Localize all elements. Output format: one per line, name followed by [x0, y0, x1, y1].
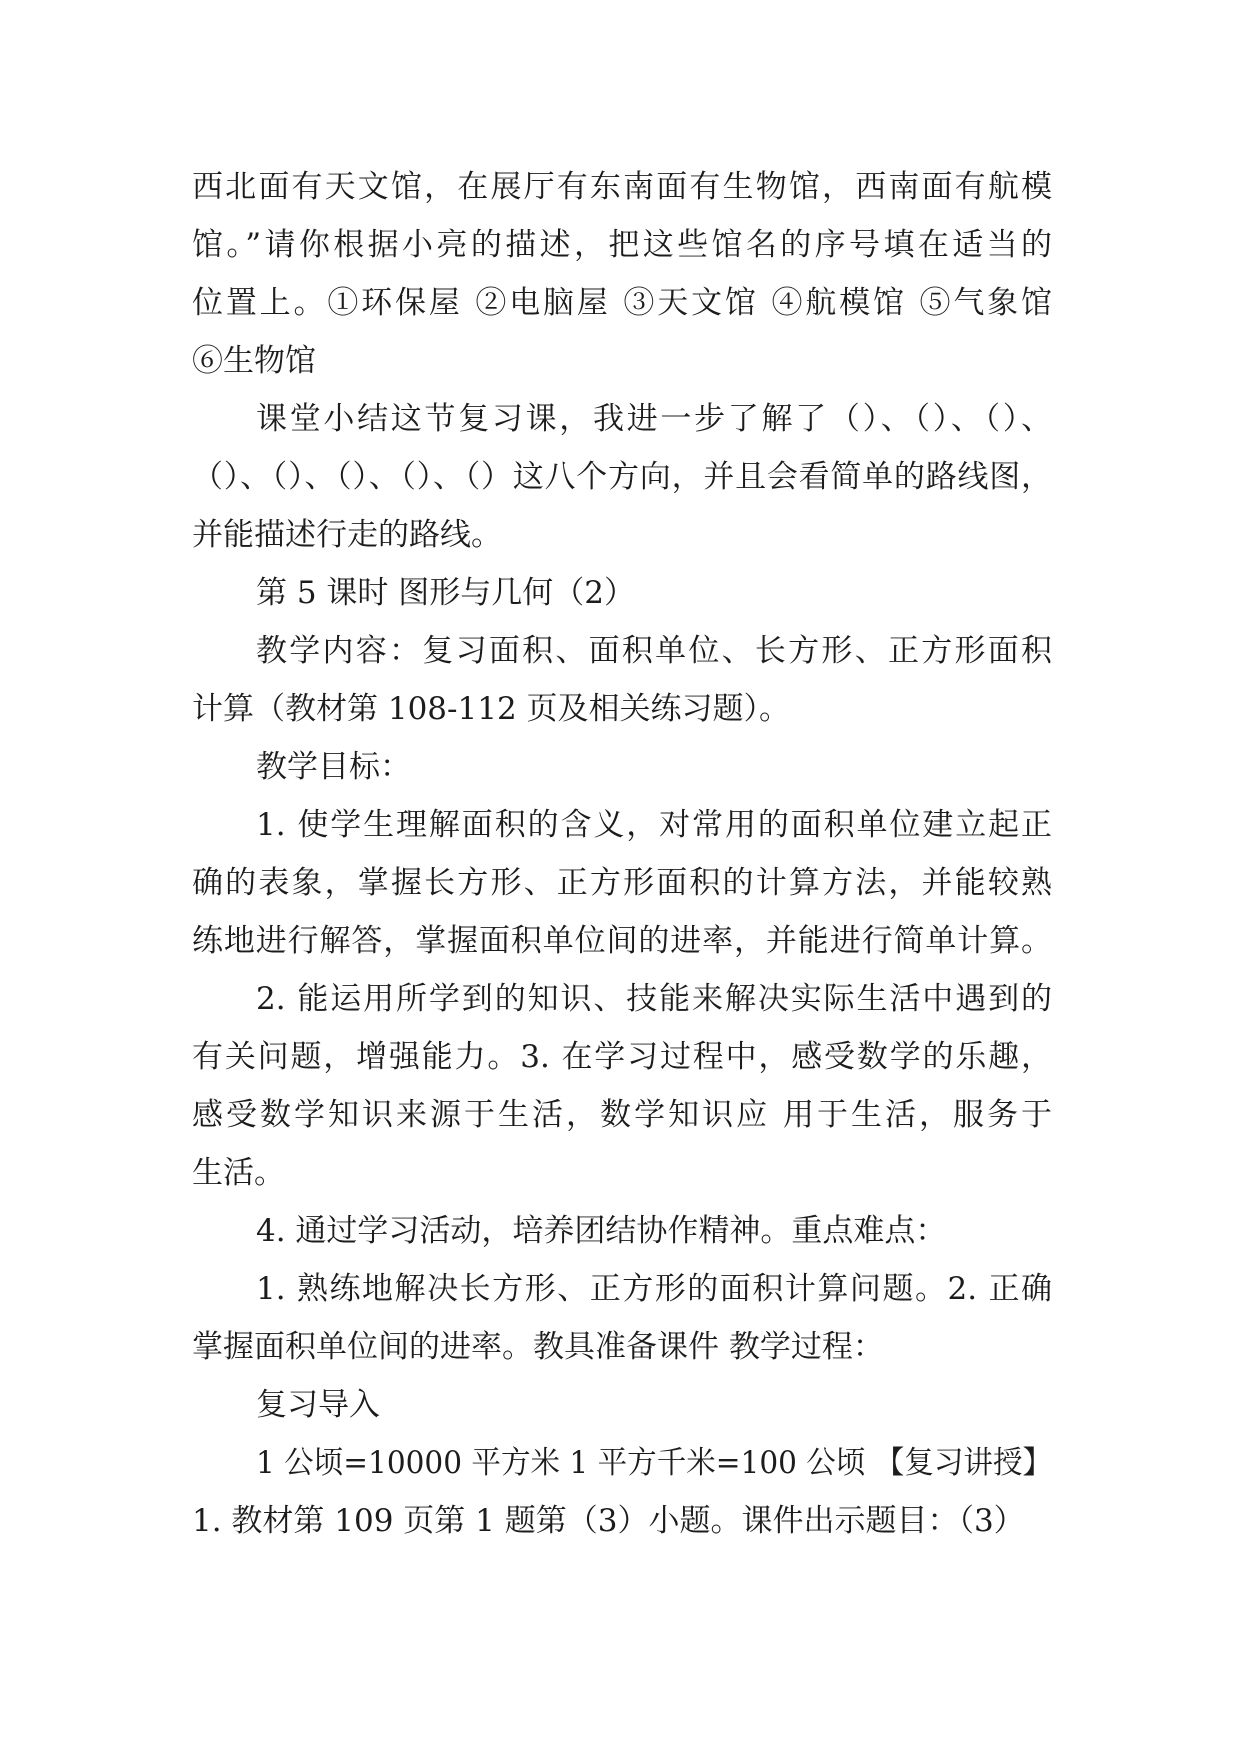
text-line: [192, 1028, 1052, 1086]
line-text: 复习导入: [256, 1387, 380, 1423]
section-label: [192, 738, 1052, 796]
text-line: [192, 158, 1052, 216]
text-line: [192, 448, 1052, 506]
line-text: 西北面有天文馆，在展厅有东南面有生物馆，西南面有航模: [192, 169, 1052, 205]
document-body: [192, 158, 1052, 1550]
line-text: 课堂小结这节复习课，我进一步了解了（）、（）、（）、: [256, 401, 1052, 437]
text-line: [192, 680, 1052, 738]
line-text: 并能描述行走的路线。: [192, 517, 502, 553]
text-line: [192, 1260, 1052, 1318]
line-text: 1. 熟练地解决长方形、正方形的面积计算问题。2. 正确: [256, 1271, 1052, 1307]
line-text: 感受数学知识来源于生活，数学知识应 用于生活，服务于: [192, 1097, 1052, 1133]
text-line: [192, 1434, 1052, 1492]
line-text: （）、（）、（）、（）、（）这八个方向，并且会看简单的路线图，: [192, 459, 1052, 495]
text-line: [192, 622, 1052, 680]
text-line: [192, 390, 1052, 448]
text-line: [192, 912, 1052, 970]
line-text: 教学内容：复习面积、面积单位、长方形、正方形面积: [256, 633, 1052, 669]
text-line: [192, 970, 1052, 1028]
line-text: 2. 能运用所学到的知识、技能来解决实际生活中遇到的: [256, 981, 1052, 1017]
text-line: [192, 216, 1052, 274]
line-text: 计算（教材第 108-112 页及相关练习题）。: [192, 691, 791, 727]
line-text: 第 5 课时 图形与几何（2）: [256, 575, 636, 611]
text-line: [192, 1318, 1052, 1376]
line-text: 位置上。①环保屋 ②电脑屋 ③天文馆 ④航模馆 ⑤气象馆: [192, 285, 1052, 321]
line-text: 掌握面积单位间的进率。教具准备课件 教学过程：: [192, 1329, 884, 1365]
line-text: 确的表象，掌握长方形、正方形面积的计算方法，并能较熟: [192, 865, 1052, 901]
line-text: 1. 使学生理解面积的含义，对常用的面积单位建立起正: [256, 807, 1052, 843]
line-text: 练地进行解答，掌握面积单位间的进率，并能进行简单计算。: [192, 923, 1052, 959]
line-text: ⑥生物馆: [192, 343, 316, 379]
line-text: 1. 教材第 109 页第 1 题第（3）小题。课件出示题目：（3）: [192, 1503, 1025, 1539]
text-line: [192, 1492, 1052, 1550]
section-label: [192, 1376, 1052, 1434]
text-line: [192, 1202, 1052, 1260]
line-text: 1 公顷=10000 平方米 1 平方千米=100 公顷 【复习讲授】: [256, 1445, 1053, 1481]
text-line: [192, 1086, 1052, 1144]
line-text: 4. 通过学习活动，培养团结协作精神。重点难点：: [256, 1213, 947, 1249]
text-line: [192, 796, 1052, 854]
text-line: [192, 506, 1052, 564]
text-line: [192, 1144, 1052, 1202]
line-text: 有关问题，增强能力。3. 在学习过程中，感受数学的乐趣，: [192, 1039, 1052, 1075]
line-text: 生活。: [192, 1155, 285, 1191]
line-text: 馆。”请你根据小亮的描述，把这些馆名的序号填在适当的: [192, 227, 1052, 263]
lesson-heading: [192, 564, 1052, 622]
text-line: [192, 854, 1052, 912]
text-line: [192, 332, 1052, 390]
text-line: [192, 274, 1052, 332]
line-text: 教学目标：: [256, 749, 411, 785]
